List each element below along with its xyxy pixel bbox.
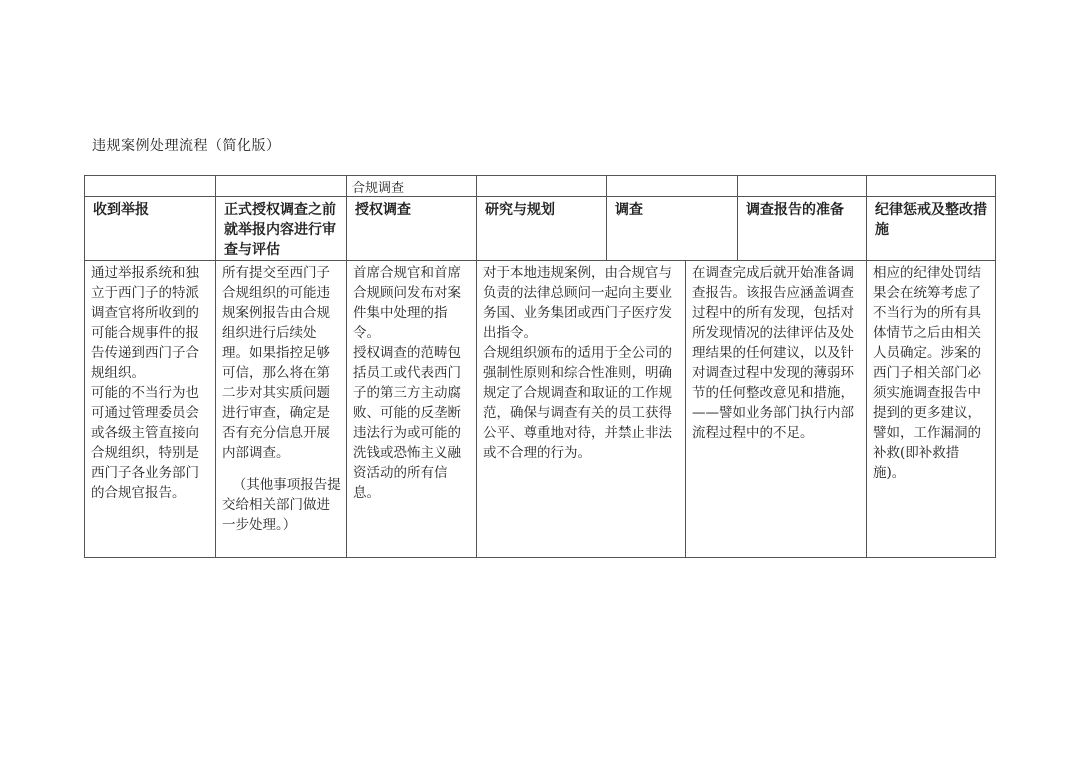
- header-research-planning: 研究与规划: [477, 197, 607, 261]
- document-title: 违规案例处理流程（简化版）: [92, 138, 281, 154]
- body-cell-receive-report: [85, 261, 216, 558]
- paragraph-note: （其他事项报告提交给相关部门做进一步处理。）: [222, 477, 341, 533]
- paragraph: 相应的纪律处罚结果会在统筹考虑了不当行为的所有具体情节之后由相关人员确定。涉案的西门子相关部门必须实施调查报告中提到的更多建议，譬如，工作漏洞的补救(即补救措施)。: [873, 265, 981, 481]
- process-table: [84, 175, 996, 558]
- group-header-empty-2: [216, 176, 347, 197]
- header-report-preparation: 调查报告的准备: [738, 197, 867, 261]
- paragraph: 通过举报系统和独立于西门子的特派调查官将所收到的可能合规事件的报告传递到西门子合规组织。: [91, 265, 199, 381]
- group-header-row: [85, 176, 996, 197]
- body-cell-research-planning: [477, 261, 686, 558]
- body-cell-discipline-remediation: [867, 261, 996, 558]
- paragraph: 可能的不当行为也可通过管理委员会或各级主管直接向合规组织，特别是西门子各业务部门的合规官报告。: [91, 385, 199, 501]
- header-investigation: 调查: [607, 197, 738, 261]
- header-authorize-investigation: 授权调查: [347, 197, 477, 261]
- header-receive-report: 收到举报: [85, 197, 216, 261]
- body-cell-pre-review: [216, 261, 347, 558]
- paragraph: 授权调查的范畴包括员工或代表西门子的第三方主动腐败、可能的反垄断违法行为或可能的洗钱或恐怖主义融资活动的所有信息。: [353, 345, 461, 501]
- paragraph: 对于本地违规案例，由合规官与负责的法律总顾问一起向主要业务国、业务集团或西门子医疗发出指令。: [483, 265, 672, 341]
- paragraph: 在调查完成后就开始准备调查报告。该报告应涵盖调查过程中的所有发现，包括对所发现情况的法律评估及处理结果的任何建议，以及针对调查过程中发现的薄弱环节的任何整改意见和措施，——譬如业务部门执行内部流程过程中的不足。: [692, 265, 854, 441]
- group-header-empty-6: [738, 176, 867, 197]
- paragraph: 首席合规官和首席合规顾问发布对案件集中处理的指令。: [353, 265, 461, 341]
- header-pre-review: 正式授权调查之前就举报内容进行审查与评估: [216, 197, 347, 261]
- group-header-empty-4: [477, 176, 607, 197]
- group-header-empty-5: [607, 176, 738, 197]
- column-header-row: [85, 197, 996, 261]
- group-header-empty-1: [85, 176, 216, 197]
- body-cell-investigation-report: [686, 261, 867, 558]
- group-header-compliance-investigation: 合规调查: [347, 176, 477, 197]
- paragraph: 所有提交至西门子合规组织的可能违规案例报告由合规组织进行后续处理。如果指控足够可信，那么将在第二步对其实质问题进行审查，确定是否有充分信息开展内部调查。: [222, 265, 330, 461]
- group-header-empty-7: [867, 176, 996, 197]
- body-row: [85, 261, 996, 558]
- body-cell-authorize-investigation: [347, 261, 477, 558]
- header-discipline-remediation: 纪律惩戒及整改措施: [867, 197, 996, 261]
- paragraph: 合规组织颁布的适用于全公司的强制性原则和综合性准则，明确规定了合规调查和取证的工作规范，确保与调查有关的员工获得公平、尊重地对待，并禁止非法或不合理的行为。: [483, 345, 672, 461]
